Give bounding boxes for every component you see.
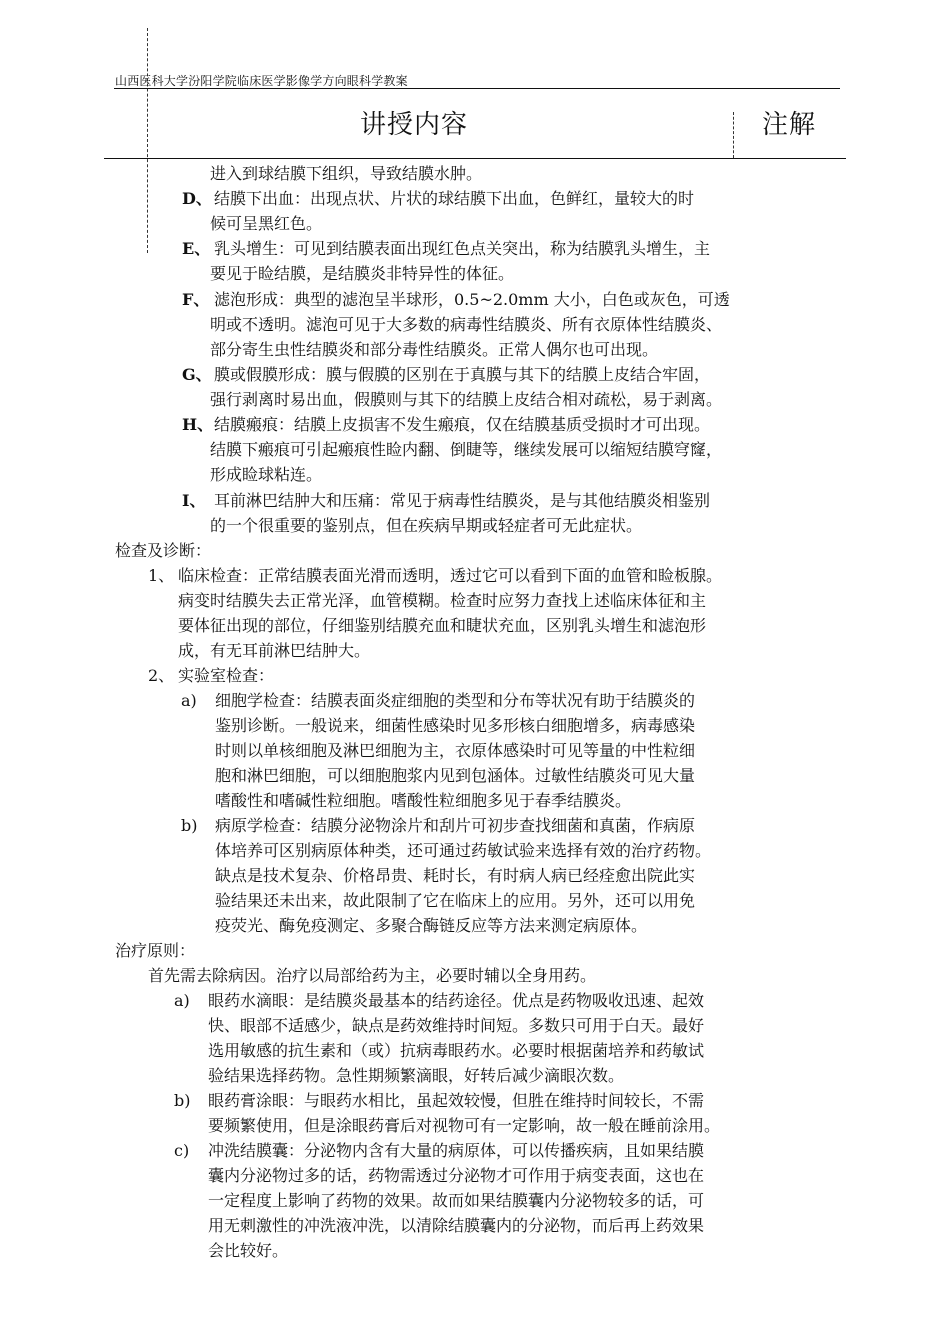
item-label: H、 <box>182 415 214 434</box>
item-label: D、 <box>182 189 212 208</box>
text-line: 进入到球结膜下组织，导致结膜水肿。 <box>210 164 483 183</box>
text-line: 冲洗结膜囊：分泌物内含有大量的病原体，可以传播疾病，且如果结膜 <box>208 1141 705 1160</box>
text-line: 临床检查：正常结膜表面光滑而透明，透过它可以看到下面的血管和睑板腺。 <box>178 566 723 585</box>
text-line: 乳头增生：可见到结膜表面出现红色点关突出，称为结膜乳头增生，主 <box>214 239 711 258</box>
text-line: 部分寄生虫性结膜炎和部分毒性结膜炎。正常人偶尔也可出现。 <box>210 340 659 359</box>
text-line: 缺点是技术复杂、价格昂贵、耗时长，有时病人病已经痊愈出院此实 <box>215 866 696 885</box>
text-line: 滤泡形成：典型的滤泡呈半球形，0.5~2.0mm 大小，白色或灰色，可透 <box>214 290 730 309</box>
item-label: b) <box>174 1091 191 1110</box>
header-rule <box>114 88 840 89</box>
text-line: 体培养可区别病原体种类，还可通过药敏试验来选择有效的治疗药物。 <box>215 841 712 860</box>
text-line: 病原学检查：结膜分泌物涂片和刮片可初步查找细菌和真菌，作病原 <box>215 816 696 835</box>
text-line: 要频繁使用，但是涂眼药膏后对视物可有一定影响，故一般在睡前涂用。 <box>208 1116 721 1135</box>
text-line: 会比较好。 <box>208 1241 289 1260</box>
item-label: c) <box>174 1141 190 1160</box>
text-line: 眼药水滴眼：是结膜炎最基本的结药途径。优点是药物吸收迅速、起效 <box>208 991 705 1010</box>
text-line: 强行剥离时易出血，假膜则与其下的结膜上皮结合相对疏松，易于剥离。 <box>210 390 723 409</box>
institution-header: 山西医科大学汾阳学院临床医学影像学方向眼科学教案 <box>115 74 408 88</box>
text-line: 病变时结膜失去正常光泽，血管模糊。检查时应努力查找上述临床体征和主 <box>178 591 707 610</box>
title-rule <box>104 158 846 159</box>
text-line: 明或不透明。滤泡可见于大多数的病毒性结膜炎、所有衣原体性结膜炎、 <box>210 315 723 334</box>
section-heading: 治疗原则： <box>115 941 196 960</box>
text-line: 要体征出现的部位，仔细鉴别结膜充血和睫状充血，区别乳头增生和滤泡形 <box>178 616 707 635</box>
main-column-title: 讲授内容 <box>360 110 469 140</box>
item-label: b) <box>181 816 198 835</box>
text-line: 囊内分泌物过多的话，药物需透过分泌物才可作用于病变表面，这也在 <box>208 1166 705 1185</box>
text-line: 胞和淋巴细胞，可以细胞胞浆内见到包涵体。过敏性结膜炎可见大量 <box>215 766 696 785</box>
item-label: E、 <box>182 239 211 258</box>
text-line: 结膜下瘢痕可引起瘢痕性睑内翻、倒睫等，继续发展可以缩短结膜穹窿， <box>210 440 723 459</box>
text-line: 要见于睑结膜，是结膜炎非特异性的体征。 <box>210 264 515 283</box>
text-line: 鉴别诊断。一般说来，细菌性感染时见多形核白细胞增多，病毒感染 <box>215 716 696 735</box>
item-label: G、 <box>182 365 212 384</box>
column-divider <box>733 112 734 158</box>
section-heading: 检查及诊断： <box>115 541 212 560</box>
text-line: 一定程度上影响了药物的效果。故而如果结膜囊内分泌物较多的话，可 <box>208 1191 705 1210</box>
text-line: 用无刺激性的冲洗液冲洗，以清除结膜囊内的分泌物，而后再上药效果 <box>208 1216 705 1235</box>
binding-dashed-line <box>147 28 148 253</box>
text-line: 时则以单核细胞及淋巴细胞为主，衣原体感染时可见等量的中性粒细 <box>215 741 696 760</box>
text-line: 细胞学检查：结膜表面炎症细胞的类型和分布等状况有助于结膜炎的 <box>215 691 696 710</box>
text-line: 的一个很重要的鉴别点，但在疾病早期或轻症者可无此症状。 <box>210 516 643 535</box>
text-line: 结膜瘢痕：结膜上皮损害不发生瘢痕，仅在结膜基质受损时才可出现。 <box>214 415 711 434</box>
text-line: 结膜下出血：出现点状、片状的球结膜下出血，色鲜红，量较大的时 <box>214 189 695 208</box>
text-line: 形成睑球粘连。 <box>210 465 323 484</box>
text-line: 快、眼部不适感少，缺点是药效维持时间短。多数只可用于白天。最好 <box>208 1016 705 1035</box>
notes-column-title: 注解 <box>762 110 817 140</box>
item-label: 1、 <box>148 566 175 585</box>
text-line: 疫荧光、酶免疫测定、多聚合酶链反应等方法来测定病原体。 <box>215 916 648 935</box>
text-line: 耳前淋巴结肿大和压痛：常见于病毒性结膜炎，是与其他结膜炎相鉴别 <box>214 491 711 510</box>
text-line: 验结果选择药物。急性期频繁滴眼，好转后减少滴眼次数。 <box>208 1066 625 1085</box>
item-label: a) <box>174 991 190 1010</box>
item-label: 2、 <box>148 666 175 685</box>
text-line: 首先需去除病因。治疗以局部给药为主，必要时辅以全身用药。 <box>148 966 597 985</box>
text-line: 成，有无耳前淋巴结肿大。 <box>178 641 371 660</box>
text-line: 眼药膏涂眼：与眼药水相比，虽起效较慢，但胜在维持时间较长，不需 <box>208 1091 705 1110</box>
text-line: 膜或假膜形成：膜与假膜的区别在于真膜与其下的结膜上皮结合牢固， <box>214 365 711 384</box>
text-line: 实验室检查： <box>178 666 275 685</box>
text-line: 候可呈黑红色。 <box>210 214 323 233</box>
text-line: 嗜酸性和嗜碱性粒细胞。嗜酸性粒细胞多见于春季结膜炎。 <box>215 791 632 810</box>
item-label: a) <box>181 691 197 710</box>
text-line: 选用敏感的抗生素和（或）抗病毒眼药水。必要时根据菌培养和药敏试 <box>208 1041 705 1060</box>
item-label: F、 <box>182 290 210 309</box>
text-line: 验结果还未出来，故此限制了它在临床上的应用。另外，还可以用免 <box>215 891 696 910</box>
item-label: I、 <box>182 491 206 510</box>
